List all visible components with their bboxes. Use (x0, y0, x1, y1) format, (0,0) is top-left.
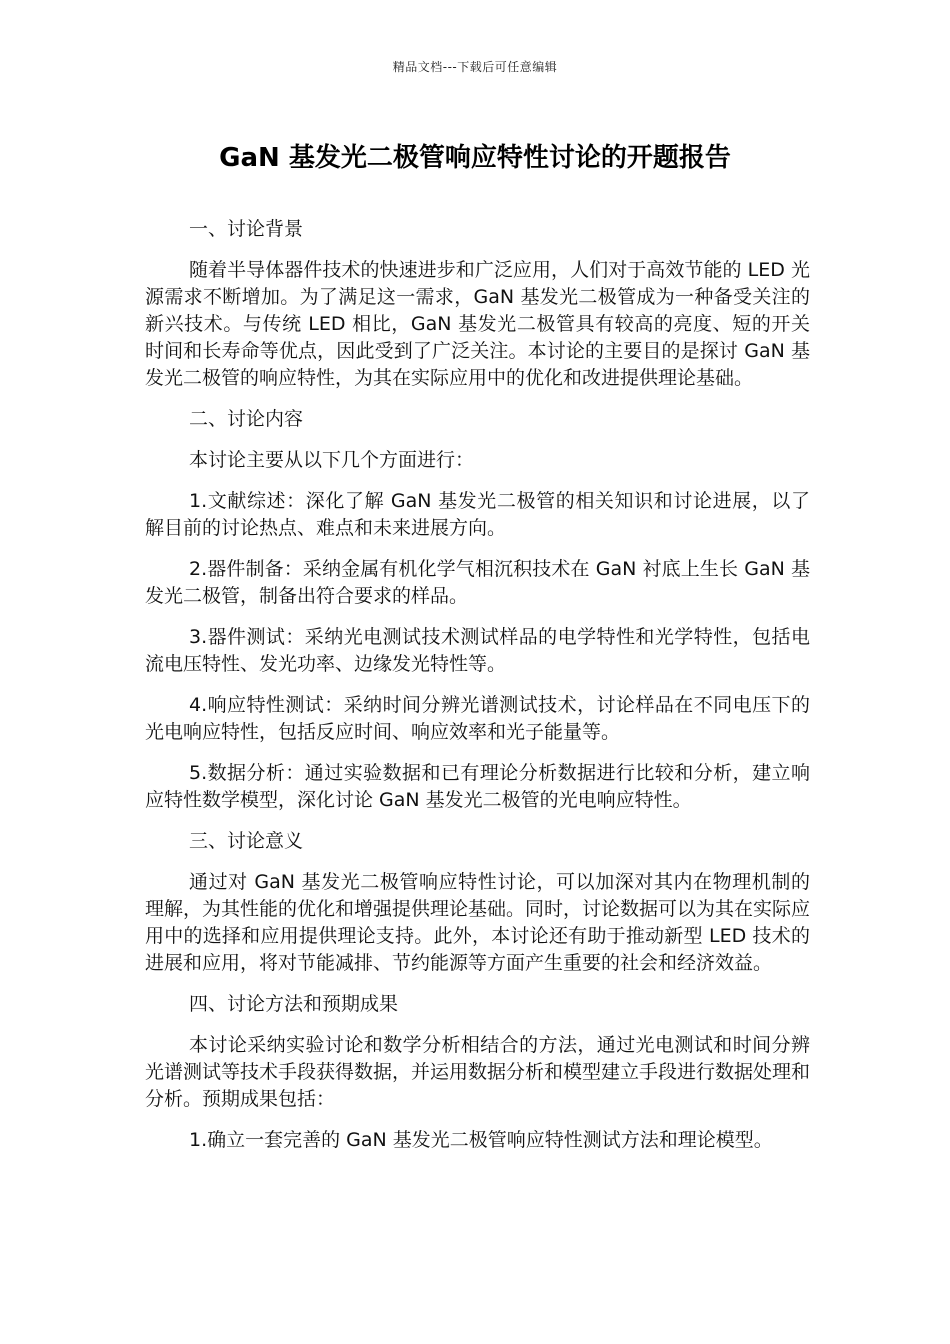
paragraph-content-intro: 本讨论主要从以下几个方面进行： (189, 449, 475, 471)
section-heading-content: 二、讨论内容 (189, 408, 304, 430)
section-heading-background: 一、讨论背景 (189, 218, 304, 240)
list-item-data-analysis: 5.数据分析：通过实验数据和已有理论分析数据进行比较和分析，建立响应特性数学模型，深化讨论 GaN 基发光二极管的光电响应特性。 (145, 762, 810, 811)
list-item-response-testing: 4.响应特性测试：采纳时间分辨光谱测试技术，讨论样品在不同电压下的光电响应特性，包括反应时间、响应效率和光子能量等。 (145, 694, 810, 743)
paragraph-background: 随着半导体器件技术的快速进步和广泛应用，人们对于高效节能的 LED 光源需求不断增加。为了满足这一需求，GaN 基发光二极管成为一种备受关注的新兴技术。与传统 LED 相比，GaN 基发光二极管具有较高的亮度、短的开关时间和长寿命等优点，因此受到了广泛关注。本讨论的主要目的是探讨 GaN 基发光二极管的响应特性，为其在实际应用中的优化和改进提供理论基础。 (145, 259, 810, 389)
section-heading-methods: 四、讨论方法和预期成果 (189, 993, 399, 1015)
list-item-expected-result-1: 1.确立一套完善的 GaN 基发光二极管响应特性测试方法和理论模型。 (189, 1129, 773, 1151)
section-heading-significance: 三、讨论意义 (189, 830, 304, 852)
document-body (145, 216, 810, 1154)
list-item-literature-review: 1.文献综述：深化了解 GaN 基发光二极管的相关知识和讨论进展，以了解目前的讨论热点、难点和未来进展方向。 (145, 490, 810, 539)
document-title: GaN 基发光二极管响应特性讨论的开题报告 (219, 143, 731, 173)
list-item-device-testing: 3.器件测试：采纳光电测试技术测试样品的电学特性和光学特性，包括电流电压特性、发光功率、边缘发光特性等。 (145, 626, 810, 675)
page-header: 精品文档---下载后可任意编辑 (392, 60, 558, 74)
paragraph-significance: 通过对 GaN 基发光二极管响应特性讨论，可以加深对其内在物理机制的理解，为其性能的优化和增强提供理论基础。同时，讨论数据可以为其在实际应用中的选择和应用提供理论支持。此外，本讨论还有助于推动新型 LED 技术的进展和应用，将对节能减排、节约能源等方面产生重要的社会和经济效益。 (145, 871, 811, 974)
paragraph-methods: 本讨论采纳实验讨论和数学分析相结合的方法，通过光电测试和时间分辨光谱测试等技术手段获得数据，并运用数据分析和模型建立手段进行数据处理和分析。预期成果包括： (145, 1034, 811, 1110)
list-item-device-fabrication: 2.器件制备：采纳金属有机化学气相沉积技术在 GaN 衬底上生长 GaN 基发光二极管，制备出符合要求的样品。 (145, 558, 810, 607)
